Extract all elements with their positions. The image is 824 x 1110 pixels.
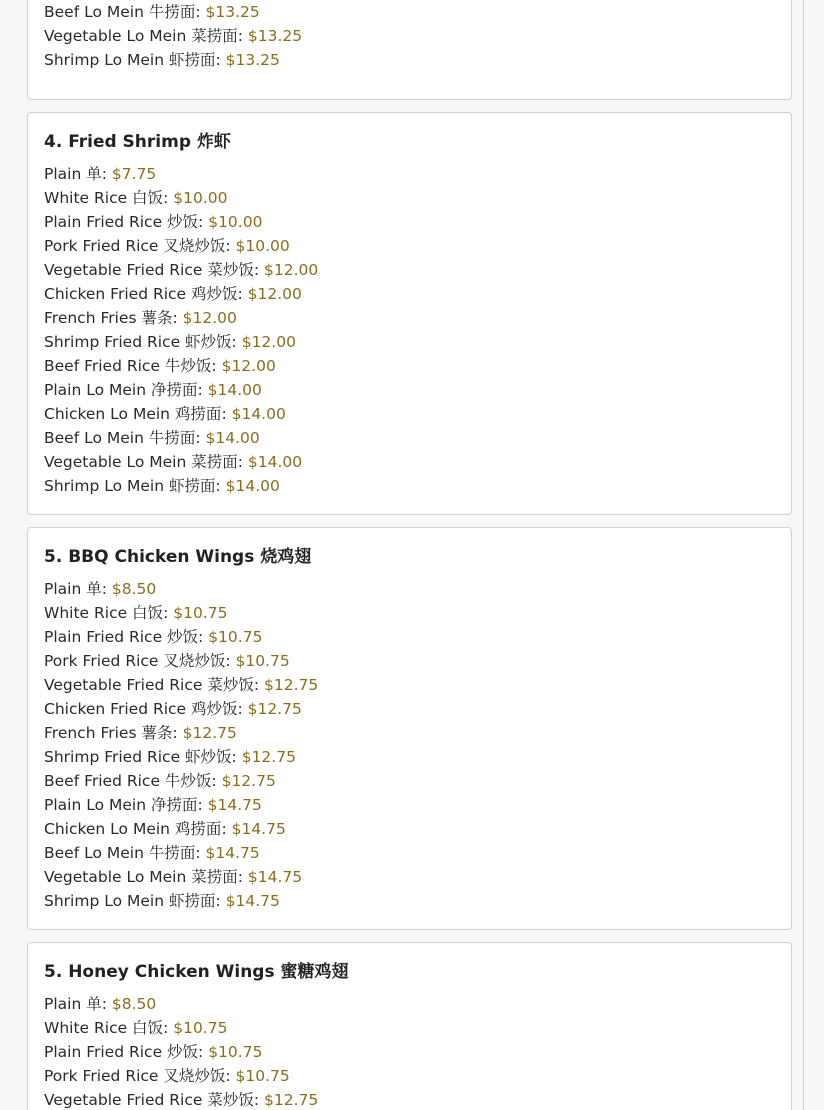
menu-item: Shrimp Lo Mein 虾捞面: $13.25 [44,51,280,69]
menu-item: Pork Fried Rice 叉烧炒饭: $10.00 [44,237,290,255]
item-price: $14.00 [231,405,286,423]
menu-item: Vegetable Fried Rice 菜炒饭: $12.00 [44,261,319,279]
menu-item: Beef Fried Rice 牛炒饭: $12.00 [44,357,276,375]
menu-item: Chicken Fried Rice 鸡炒饭: $12.00 [44,285,302,303]
item-name: Beef Fried Rice 牛炒饭 [44,772,212,790]
item-name: Pork Fried Rice 叉烧炒饭 [44,1067,226,1085]
item-name: Shrimp Lo Mein 虾捞面 [44,477,216,495]
menu-item: White Rice 白饭: $10.00 [44,189,228,207]
menu-item: Pork Fried Rice 叉烧炒饭: $10.75 [44,652,290,670]
item-name: Vegetable Lo Mein 菜捞面 [44,453,238,471]
item-name: Shrimp Lo Mein 虾捞面 [44,892,216,910]
menu-item: French Fries 薯条: $12.75 [44,724,237,742]
menu-item: Plain Fried Rice 炒饭: $10.75 [44,1043,263,1061]
menu-item: White Rice 白饭: $10.75 [44,1019,228,1037]
item-name: Beef Fried Rice 牛炒饭 [44,357,212,375]
menu-item: Plain Lo Mein 净捞面: $14.00 [44,381,262,399]
item-name: Pork Fried Rice 叉烧炒饭 [44,652,226,670]
fried-shrimp-card [27,112,792,515]
menu-item: Plain 单: $8.50 [44,995,157,1013]
menu-item: Shrimp Lo Mein 虾捞面: $14.00 [44,477,280,495]
item-price: $14.00 [207,381,262,399]
item-price: $14.75 [205,844,260,862]
menu-item: Plain Fried Rice 炒饭: $10.00 [44,213,263,231]
bbq-chicken-wings-card [27,527,792,930]
menu-item-list [44,0,302,72]
menu-item: Shrimp Fried Rice 虾炒饭: $12.00 [44,333,296,351]
menu-item: Vegetable Fried Rice 菜炒饭: $12.75 [44,676,319,694]
menu-item-list [44,162,318,498]
item-price: $14.75 [225,892,280,910]
item-price: $8.50 [111,995,157,1013]
menu-item: Vegetable Fried Rice 菜炒饭: $12.75 [44,1091,319,1109]
menu-item: Beef Lo Mein 牛捞面: $14.75 [44,844,260,862]
item-price: $12.75 [241,748,296,766]
item-name: Beef Lo Mein 牛捞面 [44,844,196,862]
item-price: $13.25 [205,3,260,21]
item-name: Beef Lo Mein 牛捞面 [44,3,196,21]
item-name: Plain 单 [44,165,102,183]
item-name: Chicken Fried Rice 鸡炒饭 [44,285,238,303]
menu-item: French Fries 薯条: $12.00 [44,309,237,327]
item-price: $14.00 [225,477,280,495]
menu-item: Shrimp Lo Mein 虾捞面: $14.75 [44,892,280,910]
item-name: Plain Lo Mein 净捞面 [44,796,198,814]
menu-item: Vegetable Lo Mein 菜捞面: $14.00 [44,453,303,471]
item-price: $13.25 [225,51,280,69]
item-name: Chicken Fried Rice 鸡炒饭 [44,700,238,718]
item-name: Chicken Lo Mein 鸡捞面 [44,820,222,838]
item-price: $14.00 [205,429,260,447]
item-name: Plain Fried Rice 炒饭 [44,628,199,646]
menu-item: Plain 单: $8.50 [44,580,157,598]
item-price: $10.75 [235,1067,290,1085]
item-price: $14.75 [247,868,303,886]
item-name: Vegetable Lo Mein 菜捞面 [44,27,238,45]
item-name: Plain Fried Rice 炒饭 [44,1043,199,1061]
item-price: $10.75 [208,1043,263,1061]
item-name: White Rice 白饭 [44,604,164,622]
menu-item: Shrimp Fried Rice 虾炒饭: $12.75 [44,748,296,766]
menu-item: Beef Lo Mein 牛捞面: $14.00 [44,429,260,447]
item-price: $12.00 [247,285,302,303]
menu-item: White Rice 白饭: $10.75 [44,604,228,622]
item-name: Plain 单 [44,580,102,598]
item-price: $10.75 [173,604,228,622]
item-price: $13.25 [247,27,303,45]
menu-item: Beef Fried Rice 牛炒饭: $12.75 [44,772,276,790]
item-name: Vegetable Fried Rice 菜炒饭 [44,676,254,694]
item-name: Plain Lo Mein 净捞面 [44,381,198,399]
item-price: $8.50 [111,580,157,598]
item-price: $7.75 [111,165,157,183]
item-name: Vegetable Lo Mein 菜捞面 [44,868,238,886]
menu-item: Plain Lo Mein 净捞面: $14.75 [44,796,262,814]
section-title: 5. Honey Chicken Wings 蜜糖鸡翅 [44,962,349,982]
item-price: $14.75 [231,820,286,838]
item-name: Chicken Lo Mein 鸡捞面 [44,405,222,423]
menu-item: Pork Fried Rice 叉烧炒饭: $10.75 [44,1067,290,1085]
item-price: $12.00 [263,261,319,279]
item-name: White Rice 白饭 [44,1019,164,1037]
menu-item: Chicken Lo Mein 鸡捞面: $14.75 [44,820,286,838]
item-name: Plain 单 [44,995,102,1013]
item-price: $10.75 [208,628,263,646]
item-price: $14.00 [247,453,303,471]
item-price: $12.75 [247,700,302,718]
menu-item: Beef Lo Mein 牛捞面: $13.25 [44,3,260,21]
item-price: $10.00 [235,237,290,255]
menu-item: Chicken Fried Rice 鸡炒饭: $12.75 [44,700,302,718]
item-name: French Fries 薯条 [44,309,173,327]
section-title: 4. Fried Shrimp 炸虾 [44,132,231,152]
honey-chicken-wings-card [27,942,792,1110]
item-price: $12.75 [263,676,319,694]
item-name: Pork Fried Rice 叉烧炒饭 [44,237,226,255]
menu-item: Vegetable Lo Mein 菜捞面: $14.75 [44,868,303,886]
section-title: 5. BBQ Chicken Wings 烧鸡翅 [44,547,312,567]
menu-item: Plain Fried Rice 炒饭: $10.75 [44,628,263,646]
item-price: $10.00 [208,213,263,231]
item-price: $10.00 [173,189,228,207]
item-name: Vegetable Fried Rice 菜炒饭 [44,261,254,279]
item-price: $14.75 [207,796,262,814]
item-price: $10.75 [173,1019,228,1037]
item-price: $12.75 [182,724,237,742]
item-name: Shrimp Fried Rice 虾炒饭 [44,333,232,351]
item-name: White Rice 白饭 [44,189,164,207]
lo-mein-card [27,0,792,100]
item-price: $12.75 [263,1091,319,1109]
menu-item: Plain 单: $7.75 [44,165,157,183]
item-name: Shrimp Lo Mein 虾捞面 [44,51,216,69]
item-name: Shrimp Fried Rice 虾炒饭 [44,748,232,766]
item-name: Beef Lo Mein 牛捞面 [44,429,196,447]
item-price: $12.00 [241,333,296,351]
menu-item-list [44,992,318,1110]
item-name: French Fries 薯条 [44,724,173,742]
item-name: Plain Fried Rice 炒饭 [44,213,199,231]
menu-item-list [44,577,318,913]
item-price: $12.75 [221,772,276,790]
menu-item: Chicken Lo Mein 鸡捞面: $14.00 [44,405,286,423]
menu-item: Vegetable Lo Mein 菜捞面: $13.25 [44,27,303,45]
item-price: $10.75 [235,652,290,670]
item-price: $12.00 [182,309,237,327]
item-name: Vegetable Fried Rice 菜炒饭 [44,1091,254,1109]
item-price: $12.00 [221,357,276,375]
